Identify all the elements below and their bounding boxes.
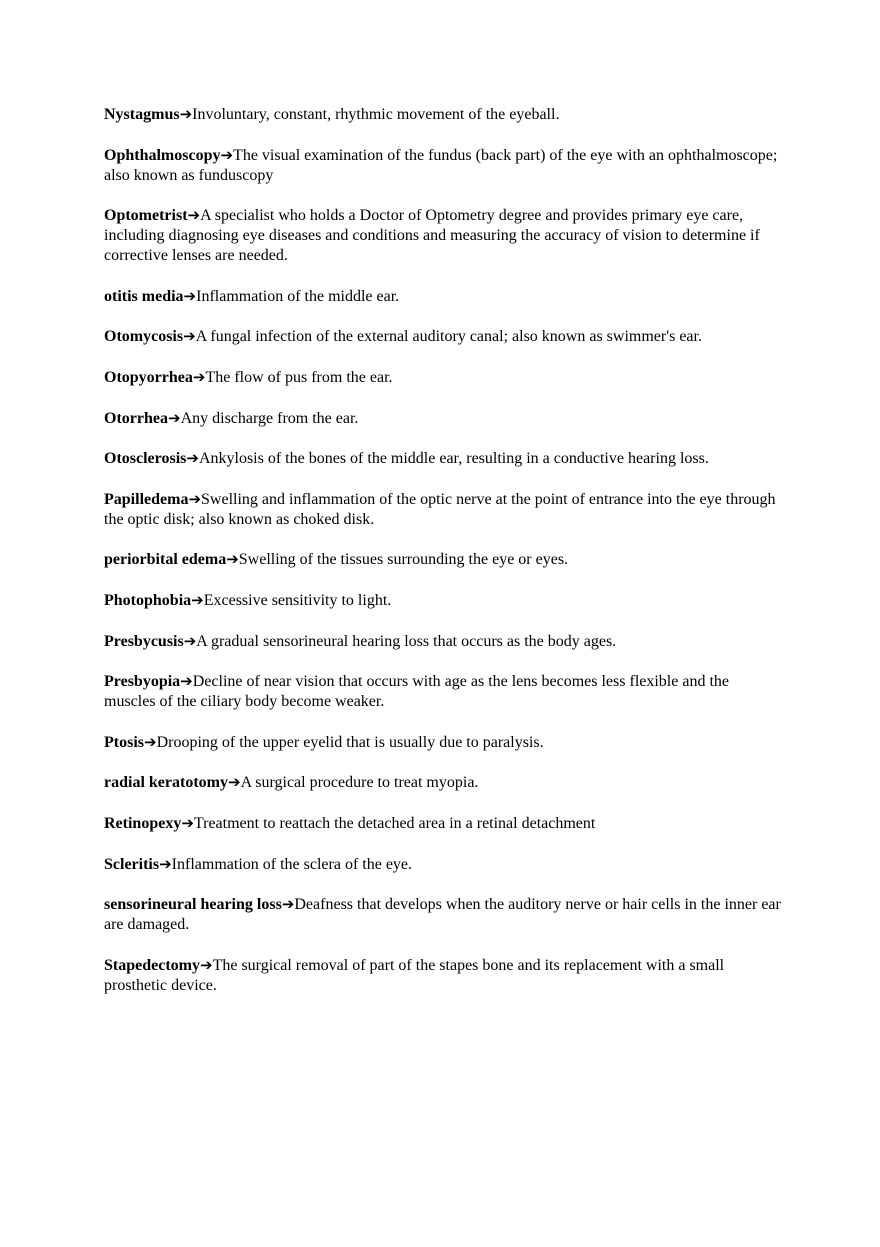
term: Ophthalmoscopy <box>104 146 221 164</box>
arrow-icon: ➔ <box>186 449 199 468</box>
glossary-entry-photophobia <box>104 590 784 611</box>
arrow-icon: ➔ <box>180 672 193 691</box>
arrow-icon: ➔ <box>167 408 181 427</box>
glossary-entry-scleritis <box>104 854 784 875</box>
term: Otopyorrhea <box>104 368 193 386</box>
term: Otomycosis <box>104 328 184 346</box>
glossary-entry-presbycusis <box>104 631 784 652</box>
arrow-icon: ➔ <box>183 631 197 650</box>
definition: Swelling and inflammation of the optic nerve at the point of entrance into the eye through the optic disk; also known as choked disk. <box>104 490 776 528</box>
term: Retinopexy <box>104 814 182 832</box>
glossary-entry-stapedectomy <box>104 955 784 996</box>
term: Scleritis <box>104 855 160 873</box>
glossary-entry-radial-keratotomy <box>104 772 784 793</box>
arrow-icon: ➔ <box>183 327 196 346</box>
definition: A specialist who holds a Doctor of Optometry degree and provides primary eye care, including diagnosing eye diseases and conditions and measuring the accuracy of vision to determine if corrective lenses are needed. <box>104 207 760 265</box>
glossary-entry-otitis-media <box>104 286 784 307</box>
arrow-icon: ➔ <box>144 732 157 751</box>
glossary-entry-optometrist <box>104 205 784 266</box>
term: Presbycusis <box>104 632 184 650</box>
definition: The flow of pus from the ear. <box>205 368 393 386</box>
arrow-icon: ➔ <box>220 145 234 164</box>
definition: The surgical removal of part of the stapes bone and its replacement with a small prosthetic device. <box>104 956 725 994</box>
term: Ptosis <box>104 733 144 751</box>
glossary-entry-otosclerosis <box>104 448 784 469</box>
definition: A gradual sensorineural hearing loss that occurs as the body ages. <box>196 632 617 650</box>
arrow-icon: ➔ <box>159 854 172 873</box>
definition: Drooping of the upper eyelid that is usually due to paralysis. <box>156 733 544 751</box>
glossary-entry-otopyorrhea <box>104 367 784 388</box>
definition: Any discharge from the ear. <box>180 409 359 427</box>
arrow-icon: ➔ <box>183 286 197 305</box>
definition: Involuntary, constant, rhythmic movement of the eyeball. <box>192 106 560 123</box>
term: Optometrist <box>104 207 188 225</box>
glossary-page <box>104 104 784 1015</box>
arrow-icon: ➔ <box>227 773 241 792</box>
glossary-entry-sensorineural-hearing-loss <box>104 894 784 935</box>
definition: The visual examination of the fundus (back part) of the eye with an ophthalmoscope; also known as funduscopy <box>104 146 778 184</box>
glossary-entry-papilledema <box>104 489 784 530</box>
arrow-icon: ➔ <box>192 367 206 386</box>
definition: Deafness that develops when the auditory nerve or hair cells in the inner ear are damaged. <box>104 896 781 934</box>
definition: Decline of near vision that occurs with age as the lens becomes less flexible and the muscles of the ciliary body become weaker. <box>104 673 729 711</box>
definition: Treatment to reattach the detached area in a retinal detachment <box>193 814 596 832</box>
term: sensorineural hearing loss <box>104 896 282 914</box>
glossary-entry-periorbital-edema <box>104 549 784 570</box>
term: Otorrhea <box>104 409 168 427</box>
arrow-icon: ➔ <box>199 955 213 974</box>
glossary-entry-otorrhea <box>104 408 784 429</box>
definition: A fungal infection of the external auditory canal; also known as swimmer's ear. <box>195 328 702 346</box>
term: Otosclerosis <box>104 450 187 468</box>
glossary-entry-nystagmus <box>104 104 784 125</box>
glossary-entry-otomycosis <box>104 326 784 347</box>
term: Nystagmus <box>104 106 180 123</box>
glossary-entry-ptosis <box>104 732 784 753</box>
term: Papilledema <box>104 490 189 508</box>
term: Stapedectomy <box>104 956 200 974</box>
term: radial keratotomy <box>104 774 228 792</box>
glossary-entry-presbyopia <box>104 671 784 712</box>
glossary-entry-ophthalmoscopy <box>104 145 784 186</box>
arrow-icon: ➔ <box>191 590 204 609</box>
term: Photophobia <box>104 591 192 609</box>
definition: A surgical procedure to treat myopia. <box>240 774 479 792</box>
term: periorbital edema <box>104 551 227 569</box>
arrow-icon: ➔ <box>187 206 201 225</box>
definition: Inflammation of the sclera of the eye. <box>171 855 413 873</box>
arrow-icon: ➔ <box>181 813 194 832</box>
arrow-icon: ➔ <box>179 105 193 123</box>
term: otitis media <box>104 287 184 305</box>
glossary-entry-retinopexy <box>104 813 784 834</box>
definition: Ankylosis of the bones of the middle ear, resulting in a conductive hearing loss. <box>198 450 709 468</box>
term: Presbyopia <box>104 673 181 691</box>
definition: Swelling of the tissues surrounding the eye or eyes. <box>238 551 569 569</box>
definition: Excessive sensitivity to light. <box>203 591 392 609</box>
definition: Inflammation of the middle ear. <box>196 287 400 305</box>
arrow-icon: ➔ <box>226 550 239 569</box>
arrow-icon: ➔ <box>281 895 295 914</box>
arrow-icon: ➔ <box>188 489 202 508</box>
